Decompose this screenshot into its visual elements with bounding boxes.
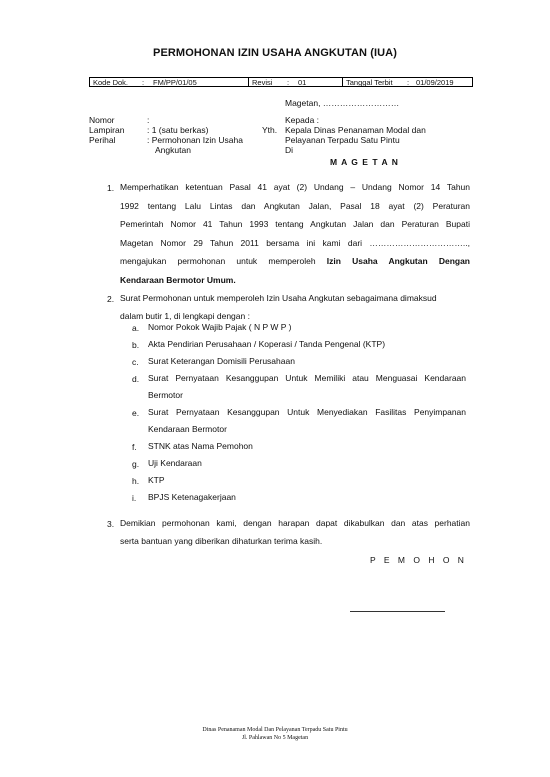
place-date-line: Magetan, ……………………… [285, 98, 400, 108]
point-3-line: serta bantuan yang diberikan dihaturkan terima kasih. [120, 536, 323, 546]
point-2-line: dalam butir 1, di lengkapi dengan : [120, 311, 250, 321]
tanggal-terbit-colon: : [407, 78, 410, 87]
signature-line [350, 611, 445, 612]
point-1-line: Magetan Nomor 29 Tahun 2011 bersama ini kami dari …………………………….., [120, 237, 470, 248]
footer-address: Jl. Pahlawan No 5 Magetan [241, 735, 309, 741]
yth-label: Yth. [262, 125, 278, 135]
point-2-number: 2. [107, 294, 115, 304]
point-1-text [120, 178, 470, 289]
perihal-label: Perihal [89, 135, 116, 145]
header-divider [248, 78, 249, 86]
kode-dok-value: FM/PP/01/05 [153, 78, 197, 87]
point-1-line [120, 271, 470, 290]
kepada-label: Kepada : [285, 115, 320, 125]
sublist-item: Surat Keterangan Domisili Perusahaan [148, 356, 295, 366]
header-divider [342, 78, 343, 86]
document-title: PERMOHONAN IZIN USAHA ANGKUTAN (IUA) [153, 47, 397, 59]
document-header-table [89, 77, 473, 87]
point-3-line: Demikian permohonan kami, dengan harapan dapat dikabulkan dan atas perhatian [120, 518, 470, 528]
sublist-letter: h. [132, 476, 140, 486]
tanggal-terbit-value: 01/09/2019 [416, 78, 454, 87]
point-3-number: 3. [107, 519, 115, 529]
point-1-line [120, 252, 470, 271]
sublist-item: Uji Kendaraan [148, 458, 202, 468]
sublist-letter: a. [132, 323, 140, 333]
revisi-colon: : [287, 78, 290, 87]
sublist-letter: c. [132, 357, 139, 367]
point-1-bold-text: Kendaraan Bermotor Umum. [120, 274, 236, 285]
recipient-city: M A G E T A N [330, 157, 399, 167]
tanggal-terbit-label: Tanggal Terbit [346, 78, 393, 87]
sublist-item-cont: Bermotor [148, 390, 183, 400]
sublist-letter: e. [132, 408, 140, 418]
sublist-letter: f. [132, 442, 137, 452]
sublist-item: Nomor Pokok Wajib Pajak ( N P W P ) [148, 322, 292, 332]
recipient-di: Di [285, 145, 294, 155]
revisi-label: Revisi [252, 78, 273, 87]
sublist-item: KTP [148, 475, 165, 485]
point-1-bold-text: Izin Usaha Angkutan Dengan [326, 256, 470, 266]
point-1-line: Pemerintah Nomor 41 Tahun 1993 tentang Angkutan Jalan dan Peraturan Bupati [120, 219, 470, 229]
sublist-item: Surat Pernyataan Kesanggupan Untuk Memiliki atau Menguasai Kendaraan [148, 373, 466, 383]
sublist-item-cont: Kendaraan Bermotor [148, 424, 227, 434]
lampiran-value: : 1 (satu berkas) [147, 125, 209, 135]
revisi-value: 01 [298, 78, 307, 87]
sublist-letter: g. [132, 459, 140, 469]
sublist-letter: i. [132, 493, 137, 503]
kode-dok-label: Kode Dok. [93, 78, 129, 87]
recipient-line-1: Kepala Dinas Penanaman Modal dan [285, 125, 426, 135]
recipient-line-2: Pelayanan Terpadu Satu Pintu [285, 135, 400, 145]
lampiran-label: Lampiran [89, 125, 125, 135]
sublist-item: STNK atas Nama Pemohon [148, 441, 253, 451]
point-1-line: Memperhatikan ketentuan Pasal 41 ayat (2) Undang – Undang Nomor 14 Tahun [120, 182, 470, 192]
nomor-colon: : [147, 115, 150, 125]
point-2-line: Surat Permohonan untuk memperoleh Izin Usaha Angkutan sebagaimana dimaksud [120, 293, 437, 303]
point-1-number: 1. [107, 183, 115, 193]
nomor-label: Nomor [89, 115, 115, 125]
sublist-item: BPJS Ketenagakerjaan [148, 492, 236, 502]
sublist-item: Akta Pendirian Perusahaan / Koperasi / Tanda Pengenal (KTP) [148, 339, 386, 349]
sublist-letter: b. [132, 340, 140, 350]
perihal-value-cont: Angkutan [155, 145, 191, 155]
sublist-letter: d. [132, 374, 140, 384]
kode-dok-colon: : [142, 78, 145, 87]
point-1-line: 1992 tentang Lalu Lintas dan Angkutan Jalan, Pasal 18 ayat (2) Peraturan [120, 200, 470, 211]
point-1-text-part: mengajukan permohonan untuk memperoleh [120, 256, 327, 266]
point-3-text [120, 514, 470, 550]
footer-office-name: Dinas Penanaman Modal Dan Pelayanan Terpadu Satu Pintu [202, 727, 348, 733]
sublist-item: Surat Pernyataan Kesanggupan Untuk Menyediakan Fasilitas Penyimpanan [148, 407, 466, 417]
perihal-value: : Permohonan Izin Usaha [147, 135, 243, 145]
pemohon-label: P E M O H O N [370, 555, 467, 565]
